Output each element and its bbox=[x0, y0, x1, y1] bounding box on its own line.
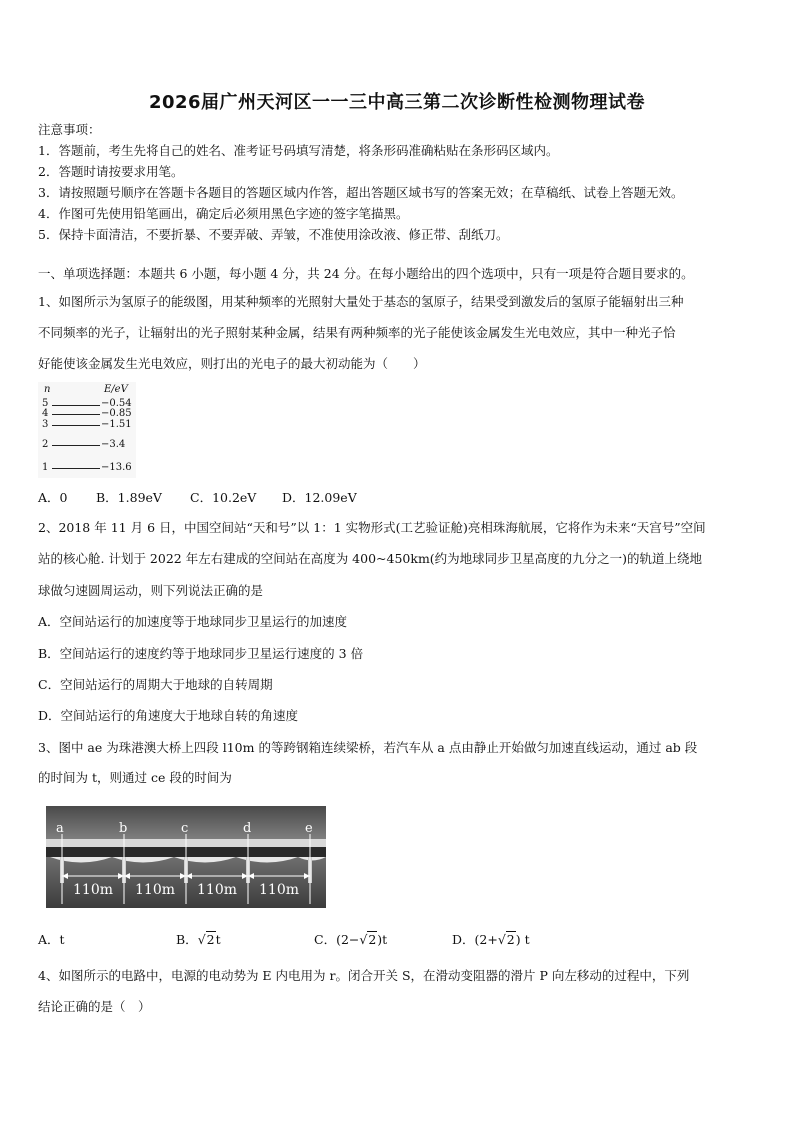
point-label: a bbox=[56, 821, 64, 836]
sqrt-symbol: √2 bbox=[359, 932, 377, 947]
q2-text: 2、2018 年 11 月 6 日，中国空间站“天和号”以 1：1 实物形式(工艺验证舱)亮相珠海航展，它将作为未来“天宫号”空间 bbox=[38, 520, 706, 535]
q1-option-b: B．1.89eV bbox=[96, 490, 162, 505]
level-energy: −0.54 bbox=[101, 398, 132, 409]
point-label: c bbox=[181, 821, 189, 836]
q3-text: 的时间为 t，则通过 ce 段的时间为 bbox=[38, 770, 232, 785]
q3-option-b: B．√2t bbox=[176, 932, 221, 947]
n-axis-label: n bbox=[44, 384, 51, 395]
span-label: 110m bbox=[259, 882, 299, 898]
q2-option-d: D．空间站运行的角速度大于地球自转的角速度 bbox=[38, 708, 299, 723]
level-line bbox=[52, 405, 100, 406]
note-item: 3．请按照题号顺序在答题卡各题目的答题区域内作答，超出答题区域书写的答案无效；在草稿纸、试卷上答题无效。 bbox=[38, 185, 684, 200]
q2-text: 站的核心舱. 计划于 2022 年左右建成的空间站在高度为 400~450km(约为地球同步卫星高度的九分之一)的轨道上绕地 bbox=[38, 551, 703, 566]
level-n: 3 bbox=[42, 419, 49, 430]
note-item: 4．作图可先使用铅笔画出，确定后必须用黑色字迹的签字笔描黑。 bbox=[38, 206, 409, 221]
level-n: 2 bbox=[42, 439, 49, 450]
notes-heading: 注意事项： bbox=[38, 122, 101, 137]
level-n: 5 bbox=[42, 398, 49, 409]
point-label: d bbox=[243, 821, 252, 836]
q3-option-d: D．(2+√2) t bbox=[452, 932, 530, 947]
q4-text: 4、如图所示的电路中，电源的电动势为 E 内电用为 r。闭合开关 S，在滑动变阻器的滑片 P 向左移动的过程中，下列 bbox=[38, 968, 690, 983]
level-energy: −0.85 bbox=[101, 408, 132, 419]
span-label: 110m bbox=[135, 882, 175, 898]
span-label: 110m bbox=[73, 882, 113, 898]
q1-text: 不同频率的光子，让辐射出的光子照射某种金属，结果有两种频率的光子能使该金属发生光电效应，其中一种光子恰 bbox=[38, 325, 676, 340]
level-energy: −1.51 bbox=[101, 419, 132, 430]
level-energy: −13.6 bbox=[101, 462, 132, 473]
level-n: 1 bbox=[42, 462, 49, 473]
energy-axis-label: E/eV bbox=[104, 384, 128, 395]
note-item: 2．答题时请按要求用笔。 bbox=[38, 164, 184, 179]
q2-option-c: C．空间站运行的周期大于地球的自转周期 bbox=[38, 677, 273, 692]
bridge-illustration bbox=[46, 806, 326, 908]
note-item: 1．答题前，考生先将自己的姓名、准考证号码填写清楚，将条形码准确粘贴在条形码区域内。 bbox=[38, 143, 559, 158]
sqrt-symbol: √2 bbox=[197, 932, 215, 947]
q1-option-c: C．10.2eV bbox=[190, 490, 257, 505]
q1-option-a: A．0 bbox=[38, 490, 68, 505]
q4-text: 结论正确的是（ ） bbox=[38, 999, 151, 1014]
energy-level-diagram bbox=[38, 382, 136, 478]
note-item: 5．保持卡面清洁，不要折暴、不要弄破、弄皱，不准使用涂改液、修正带、刮纸刀。 bbox=[38, 227, 509, 242]
q2-option-a: A．空间站运行的加速度等于地球同步卫星运行的加速度 bbox=[38, 614, 348, 629]
q1-text: 好能使该金属发生光电效应，则打出的光电子的最大初动能为（ ） bbox=[38, 356, 426, 371]
bridge-photo bbox=[46, 806, 326, 908]
q2-text: 球做匀速圆周运动，则下列说法正确的是 bbox=[38, 583, 264, 598]
level-n: 4 bbox=[42, 408, 49, 419]
q2-option-b: B．空间站运行的速度约等于地球同步卫星运行速度的 3 倍 bbox=[38, 646, 364, 661]
sqrt-symbol: √2 bbox=[497, 932, 515, 947]
span-label: 110m bbox=[197, 882, 237, 898]
level-line bbox=[52, 468, 100, 469]
level-line bbox=[52, 445, 100, 446]
q3-option-c: C．(2−√2)t bbox=[314, 932, 388, 947]
level-line bbox=[52, 414, 100, 415]
q3-option-a: A．t bbox=[38, 932, 65, 947]
q1-option-d: D．12.09eV bbox=[282, 490, 357, 505]
level-energy: −3.4 bbox=[101, 439, 126, 450]
q1-text: 1、如图所示为氢原子的能级图，用某种频率的光照射大量处于基态的氢原子，结果受到激发后的氢原子能辐射出三种 bbox=[38, 294, 684, 309]
point-label: e bbox=[305, 821, 313, 836]
page-title: 2026届广州天河区一一三中高三第二次诊断性检测物理试卷 bbox=[148, 92, 646, 113]
q3-text: 3、图中 ae 为珠港澳大桥上四段 l10m 的等跨钢箱连续梁桥，若汽车从 a 点由静止开始做匀加速直线运动，通过 ab 段 bbox=[38, 740, 698, 755]
level-line bbox=[52, 425, 100, 426]
section-heading: 一、单项选择题：本题共 6 小题，每小题 4 分，共 24 分。在每小题给出的四个选项中，只有一项是符合题目要求的。 bbox=[38, 266, 694, 281]
point-label: b bbox=[119, 821, 128, 836]
